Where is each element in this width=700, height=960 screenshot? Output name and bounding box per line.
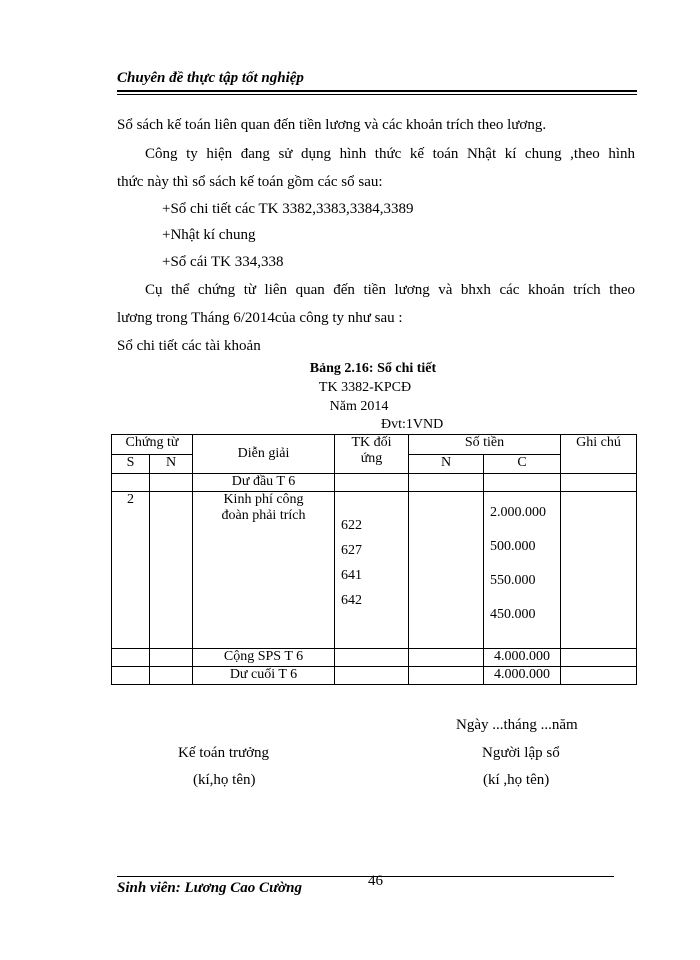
header-amount: Số tiền (409, 435, 561, 455)
footer-student: Sinh viên: Lương Cao Cường (117, 880, 302, 896)
ledger-table (111, 434, 637, 685)
entry-description-line2: đoàn phải trích (221, 508, 306, 523)
credit-amount: 550.000 (490, 573, 536, 588)
closing-credit: 4.000.000 (484, 667, 561, 685)
paragraph-2-line2: thức này thì sổ sách kế toán gồm các sổ sau: (117, 174, 383, 190)
footer-rule (117, 876, 614, 877)
header-n: N (150, 455, 193, 474)
header-voucher: Chứng từ (112, 435, 193, 455)
header-rule-thick (117, 90, 637, 92)
entry-description (193, 492, 335, 649)
entry-s: 2 (112, 492, 150, 649)
table-account: TK 3382-KPCĐ (318, 380, 412, 395)
entry-accounts (335, 492, 409, 649)
paragraph-3-line1: Cụ thể chứng từ liên quan đến tiền lương và bhxh các khoản trích theo (145, 282, 635, 298)
paragraph-3-line2: lương trong Tháng 6/2014của công ty như sau : (117, 310, 403, 326)
list-item: +Sổ chi tiết các TK 3382,3383,3384,3389 (162, 201, 414, 217)
credit-amount: 2.000.000 (490, 505, 546, 520)
entry-credits (484, 492, 561, 649)
table-title: Bảng 2.16: Sổ chi tiết (309, 361, 437, 376)
total-label: Cộng SPS T 6 (193, 649, 335, 667)
preparer-sign-note: (kí ,họ tên) (483, 772, 550, 788)
paragraph-accounts: Sổ chi tiết các tài khoản (117, 338, 261, 354)
header-note: Ghi chú (561, 435, 637, 474)
page-number: 46 (368, 873, 383, 889)
opening-balance-label: Dư đầu T 6 (193, 474, 335, 492)
header-contra-line2: ứng (360, 451, 383, 466)
account-code: 642 (341, 593, 362, 608)
header-description: Diễn giải (193, 435, 335, 474)
header-debit: N (409, 455, 484, 474)
signature-date: Ngày ...tháng ...năm (456, 717, 578, 733)
header-credit: C (484, 455, 561, 474)
table-row (112, 474, 637, 492)
entry-description-line1: Kinh phí công (223, 492, 304, 507)
credit-amount: 450.000 (490, 607, 536, 622)
account-code: 641 (341, 568, 362, 583)
paragraph-intro: Sổ sách kế toán liên quan đến tiền lương và các khoản trích theo lương. (117, 117, 547, 133)
total-credit: 4.000.000 (484, 649, 561, 667)
header-rule-thin (117, 94, 637, 95)
credit-amount: 500.000 (490, 539, 536, 554)
table-row (112, 492, 637, 649)
header-contra-account (335, 435, 409, 474)
list-item: +Sổ cái TK 334,338 (162, 254, 284, 270)
table-year: Năm 2014 (329, 399, 389, 414)
closing-label: Dư cuối T 6 (193, 667, 335, 685)
table-header-row (112, 435, 637, 455)
account-code: 622 (341, 518, 362, 533)
header-contra-line1: TK đối (351, 435, 392, 450)
paragraph-2-line1: Công ty hiện đang sử dụng hình thức kế toán Nhật kí chung ,theo hình (145, 146, 635, 162)
table-unit: Đvt:1VND (381, 417, 444, 432)
table-row (112, 667, 637, 685)
chief-accountant-sign-note: (kí,họ tên) (193, 772, 256, 788)
preparer-title: Người lập sổ (482, 745, 560, 761)
table-row (112, 649, 637, 667)
account-code: 627 (341, 543, 362, 558)
list-item: +Nhật kí chung (162, 227, 256, 243)
chief-accountant-title: Kế toán trưởng (178, 745, 270, 761)
header-s: S (112, 455, 150, 474)
header-title: Chuyên đề thực tập tốt nghiệp (117, 70, 304, 86)
